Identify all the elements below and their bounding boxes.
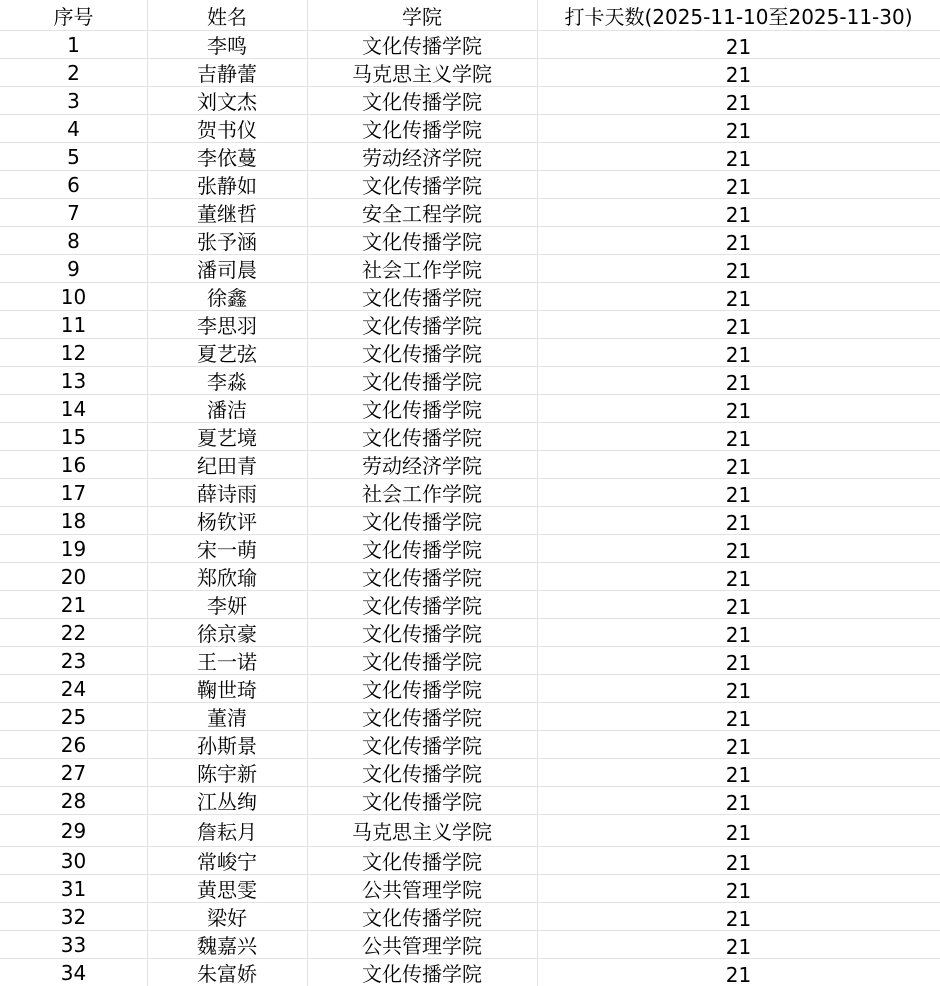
cell-name: 徐鑫 (207, 286, 247, 310)
cell-college: 安全工程学院 (362, 202, 482, 226)
table-row (0, 199, 940, 227)
table-row (0, 451, 940, 479)
cell-index: 6 (67, 172, 80, 197)
cell-college: 文化传播学院 (362, 538, 482, 562)
cell-college: 文化传播学院 (362, 286, 482, 310)
cell-college: 文化传播学院 (362, 34, 482, 58)
table-row (0, 367, 940, 395)
cell-days: 21 (725, 370, 752, 395)
cell-name: 夏艺境 (197, 426, 257, 450)
cell-days: 21 (725, 566, 752, 591)
cell-college: 社会工作学院 (362, 482, 482, 506)
cell-college: 文化传播学院 (362, 622, 482, 646)
table-row (0, 339, 940, 367)
cell-days: 21 (725, 878, 752, 903)
cell-name: 徐京豪 (197, 622, 257, 646)
cell-name: 薛诗雨 (197, 482, 257, 506)
table-row (0, 255, 940, 283)
table-row (0, 507, 940, 535)
cell-name: 纪田青 (197, 454, 257, 478)
cell-college: 文化传播学院 (362, 706, 482, 730)
cell-days: 21 (725, 594, 752, 619)
cell-index: 32 (60, 904, 87, 929)
cell-days: 21 (725, 678, 752, 703)
cell-index: 3 (67, 88, 80, 113)
cell-index: 15 (60, 424, 87, 449)
table-row (0, 703, 940, 731)
cell-college: 文化传播学院 (362, 566, 482, 590)
cell-name: 李依蔓 (197, 146, 257, 170)
table-row (0, 591, 940, 619)
cell-college: 文化传播学院 (362, 734, 482, 758)
table-row (0, 283, 940, 311)
cell-days: 21 (725, 286, 752, 311)
cell-index: 26 (60, 732, 87, 757)
cell-days: 21 (725, 850, 752, 875)
cell-name: 陈宇新 (197, 762, 257, 786)
table-row (0, 227, 940, 255)
cell-college: 文化传播学院 (362, 398, 482, 422)
table-row (0, 787, 940, 815)
cell-days: 21 (725, 90, 752, 115)
cell-index: 7 (67, 200, 80, 225)
cell-college: 文化传播学院 (362, 594, 482, 618)
cell-days: 21 (725, 342, 752, 367)
cell-index: 34 (60, 960, 87, 985)
cell-college: 文化传播学院 (362, 370, 482, 394)
cell-days: 21 (725, 510, 752, 535)
cell-name: 夏艺弦 (197, 342, 257, 366)
cell-name: 詹耘月 (197, 820, 257, 844)
cell-name: 黄思雯 (197, 878, 257, 902)
cell-college: 文化传播学院 (362, 678, 482, 702)
table-row (0, 143, 940, 171)
cell-days: 21 (725, 34, 752, 59)
cell-days: 21 (725, 538, 752, 563)
table-row (0, 395, 940, 423)
cell-days: 21 (725, 934, 752, 959)
cell-days: 21 (725, 398, 752, 423)
cell-index: 5 (67, 144, 80, 169)
cell-index: 16 (60, 452, 87, 477)
cell-index: 24 (60, 676, 87, 701)
cell-index: 14 (60, 396, 87, 421)
table-row (0, 619, 940, 647)
table-row (0, 31, 940, 59)
header-index: 序号 (53, 4, 94, 29)
cell-name: 李鸣 (207, 34, 247, 58)
cell-college: 文化传播学院 (362, 426, 482, 450)
cell-index: 1 (67, 32, 80, 57)
cell-days: 21 (725, 146, 752, 171)
cell-college: 文化传播学院 (362, 510, 482, 534)
cell-college: 文化传播学院 (362, 650, 482, 674)
cell-name: 王一诺 (197, 650, 257, 674)
cell-days: 21 (725, 62, 752, 87)
cell-name: 董清 (207, 706, 247, 730)
cell-college: 马克思主义学院 (352, 820, 492, 844)
cell-days: 21 (725, 962, 752, 986)
table-row (0, 423, 940, 451)
cell-college: 文化传播学院 (362, 230, 482, 254)
cell-days: 21 (725, 650, 752, 675)
table-row (0, 759, 940, 787)
cell-index: 22 (60, 620, 87, 645)
table-row (0, 931, 940, 959)
cell-index: 20 (60, 564, 87, 589)
cell-name: 鞠世琦 (197, 678, 257, 702)
cell-name: 杨钦评 (197, 510, 257, 534)
cell-days: 21 (725, 174, 752, 199)
cell-index: 27 (60, 760, 87, 785)
cell-name: 梁好 (207, 906, 247, 930)
cell-days: 21 (725, 906, 752, 931)
cell-college: 文化传播学院 (362, 790, 482, 814)
cell-index: 18 (60, 508, 87, 533)
table-row (0, 311, 940, 339)
cell-college: 公共管理学院 (362, 934, 482, 958)
cell-name: 孙斯景 (197, 734, 257, 758)
table-row (0, 563, 940, 591)
cell-index: 13 (60, 368, 87, 393)
cell-index: 4 (67, 116, 80, 141)
cell-days: 21 (725, 622, 752, 647)
table-row (0, 535, 940, 563)
header-name: 姓名 (207, 4, 247, 29)
cell-name: 贺书仪 (197, 118, 257, 142)
cell-index: 2 (67, 60, 80, 85)
cell-name: 张静如 (197, 174, 257, 198)
cell-index: 29 (60, 818, 87, 843)
cell-index: 31 (60, 876, 87, 901)
table-row (0, 675, 940, 703)
cell-days: 21 (725, 820, 752, 845)
cell-days: 21 (725, 426, 752, 451)
cell-college: 劳动经济学院 (362, 146, 482, 170)
cell-index: 10 (60, 284, 87, 309)
cell-days: 21 (725, 314, 752, 339)
table-row (0, 647, 940, 675)
table-row (0, 87, 940, 115)
cell-name: 李思羽 (197, 314, 257, 338)
cell-name: 魏嘉兴 (197, 934, 257, 958)
cell-index: 8 (67, 228, 80, 253)
cell-name: 郑欣瑜 (197, 566, 257, 590)
cell-index: 23 (60, 648, 87, 673)
table-row (0, 59, 940, 87)
cell-college: 社会工作学院 (362, 258, 482, 282)
cell-name: 董继哲 (197, 202, 257, 226)
cell-days: 21 (725, 230, 752, 255)
cell-days: 21 (725, 762, 752, 787)
cell-index: 28 (60, 788, 87, 813)
cell-index: 21 (60, 592, 87, 617)
cell-index: 12 (60, 340, 87, 365)
cell-index: 33 (60, 932, 87, 957)
cell-college: 文化传播学院 (362, 90, 482, 114)
cell-name: 吉静蕾 (197, 62, 257, 86)
cell-days: 21 (725, 202, 752, 227)
table-row (0, 479, 940, 507)
cell-name: 张予涵 (197, 230, 257, 254)
cell-index: 19 (60, 536, 87, 561)
cell-index: 9 (67, 256, 80, 281)
cell-college: 文化传播学院 (362, 174, 482, 198)
cell-days: 21 (725, 454, 752, 479)
cell-college: 文化传播学院 (362, 118, 482, 142)
cell-name: 李淼 (207, 370, 247, 394)
cell-days: 21 (725, 118, 752, 143)
cell-name: 潘司晨 (197, 258, 257, 282)
cell-college: 劳动经济学院 (362, 454, 482, 478)
header-days: 打卡天数(2025-11-10至2025-11-30) (564, 4, 913, 29)
cell-days: 21 (725, 258, 752, 283)
cell-college: 文化传播学院 (362, 962, 482, 986)
table-row (0, 815, 940, 847)
cell-name: 常峻宁 (197, 850, 257, 874)
header-college: 学院 (402, 4, 442, 29)
cell-days: 21 (725, 734, 752, 759)
cell-days: 21 (725, 790, 752, 815)
table-row (0, 731, 940, 759)
cell-name: 江丛绚 (197, 790, 257, 814)
cell-college: 公共管理学院 (362, 878, 482, 902)
cell-name: 朱富娇 (197, 962, 257, 986)
cell-college: 文化传播学院 (362, 906, 482, 930)
cell-name: 宋一萌 (197, 538, 257, 562)
table-row (0, 171, 940, 199)
table-row (0, 115, 940, 143)
table-header-row (0, 0, 940, 31)
cell-name: 李妍 (207, 594, 247, 618)
cell-college: 文化传播学院 (362, 762, 482, 786)
cell-name: 刘文杰 (197, 90, 257, 114)
cell-name: 潘洁 (207, 398, 247, 422)
cell-index: 17 (60, 480, 87, 505)
cell-college: 文化传播学院 (362, 850, 482, 874)
cell-college: 马克思主义学院 (352, 62, 492, 86)
cell-index: 30 (60, 848, 87, 873)
cell-college: 文化传播学院 (362, 314, 482, 338)
cell-index: 25 (60, 704, 87, 729)
table-row (0, 903, 940, 931)
table-row (0, 847, 940, 875)
cell-days: 21 (725, 706, 752, 731)
cell-days: 21 (725, 482, 752, 507)
cell-college: 文化传播学院 (362, 342, 482, 366)
table-row (0, 959, 940, 986)
table-row (0, 875, 940, 903)
cell-index: 11 (60, 312, 87, 337)
